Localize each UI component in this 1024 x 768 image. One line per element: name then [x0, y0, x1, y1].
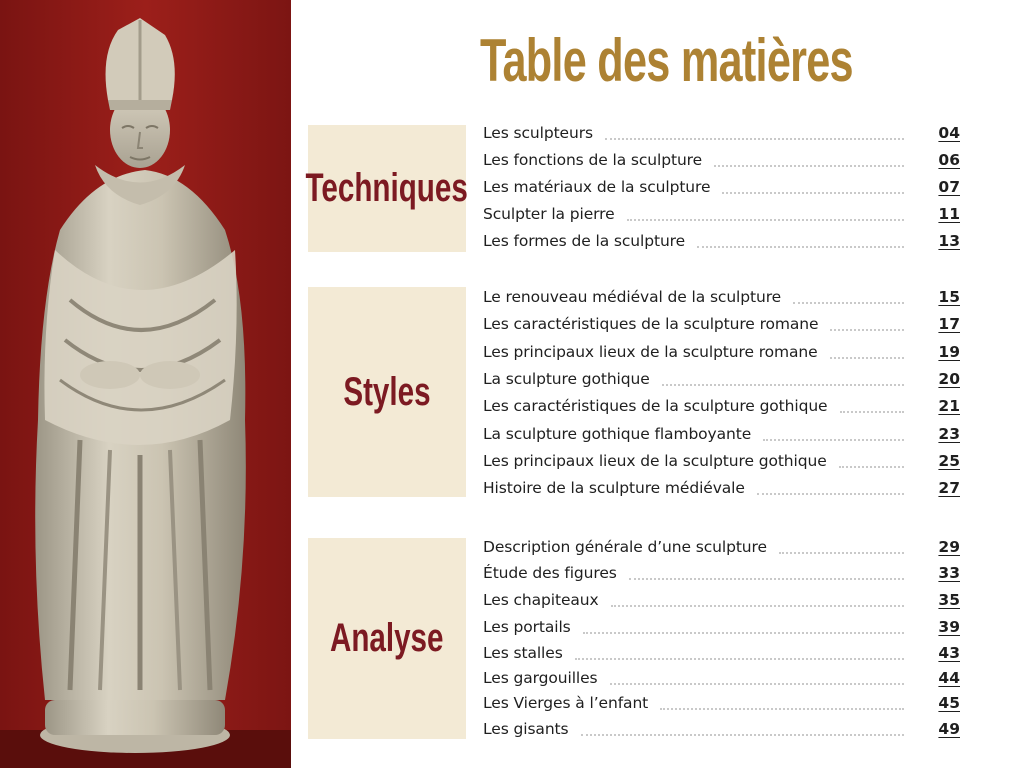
- dot-leader: [662, 384, 904, 386]
- toc-entry-label: Étude des figures: [483, 564, 617, 582]
- toc-entry[interactable]: [483, 667, 960, 689]
- dot-leader: [583, 632, 904, 634]
- toc-entry-label: Les gargouilles: [483, 669, 598, 687]
- toc-entry[interactable]: [483, 149, 960, 171]
- section-styles-title: Styles: [343, 369, 431, 414]
- toc-entry[interactable]: [483, 562, 960, 584]
- toc-entry-label: Histoire de la sculpture médiévale: [483, 479, 745, 497]
- toc-page-link[interactable]: 45: [938, 694, 960, 712]
- toc-entry[interactable]: [483, 313, 960, 335]
- toc-entry-label: Description générale d’une sculpture: [483, 538, 767, 556]
- dot-leader: [629, 578, 904, 580]
- toc-entry[interactable]: [483, 341, 960, 363]
- toc-page-link[interactable]: 39: [938, 618, 960, 636]
- toc-page-link[interactable]: 27: [938, 479, 960, 497]
- toc-page-link[interactable]: 23: [938, 425, 960, 443]
- dot-leader: [610, 683, 904, 685]
- toc-entry-label: Les fonctions de la sculpture: [483, 151, 703, 169]
- toc-entry-label: Les portails: [483, 618, 571, 636]
- toc-entry[interactable]: [483, 122, 960, 144]
- toc-page-link[interactable]: 15: [938, 288, 960, 306]
- toc-page-link[interactable]: 33: [938, 564, 960, 582]
- dot-leader: [840, 411, 905, 413]
- dot-leader: [763, 439, 904, 441]
- toc-page-link[interactable]: 35: [938, 591, 960, 609]
- toc-entry-label: La sculpture gothique: [483, 370, 650, 388]
- toc-page-link[interactable]: 06: [938, 151, 960, 169]
- section-analyse: [308, 538, 466, 739]
- toc-entry[interactable]: [483, 395, 960, 417]
- dot-leader: [605, 138, 904, 140]
- dot-leader: [779, 552, 904, 554]
- dot-leader: [722, 192, 904, 194]
- section-techniques-title: Techniques: [305, 166, 469, 210]
- dot-leader: [830, 357, 904, 359]
- dot-leader: [697, 246, 904, 248]
- toc-entry-label: Les caractéristiques de la sculpture gothique: [483, 397, 828, 415]
- toc-page-link[interactable]: 25: [938, 452, 960, 470]
- toc-entry[interactable]: [483, 368, 960, 390]
- toc-entry[interactable]: [483, 176, 960, 198]
- statue-photo: [0, 0, 291, 768]
- toc-entry[interactable]: [483, 450, 960, 472]
- toc-entry[interactable]: [483, 536, 960, 558]
- toc-entry-label: Les caractéristiques de la sculpture romane: [483, 315, 819, 333]
- toc-entry-label: La sculpture gothique flamboyante: [483, 425, 752, 443]
- section-analyse-title: Analyse: [330, 616, 444, 660]
- dot-leader: [830, 329, 904, 331]
- toc-entry[interactable]: [483, 718, 960, 740]
- toc-entry-label: Les sculpteurs: [483, 124, 593, 142]
- toc-page-link[interactable]: 44: [938, 669, 960, 687]
- toc-entry-label: Les stalles: [483, 644, 563, 662]
- toc-entry-label: Les gisants: [483, 720, 569, 738]
- toc-page-link[interactable]: 17: [938, 315, 960, 333]
- toc-entry[interactable]: [483, 230, 960, 252]
- dot-leader: [575, 658, 904, 660]
- toc-page-link[interactable]: 04: [938, 124, 960, 142]
- dot-leader: [611, 605, 904, 607]
- toc-entry[interactable]: [483, 642, 960, 664]
- dot-leader: [627, 219, 904, 221]
- toc-page-link[interactable]: 19: [938, 343, 960, 361]
- dot-leader: [757, 493, 904, 495]
- toc-page-link[interactable]: 11: [938, 205, 960, 223]
- toc-entry[interactable]: [483, 616, 960, 638]
- toc-page-link[interactable]: 13: [938, 232, 960, 250]
- dot-leader: [793, 302, 904, 304]
- toc-entry-label: Sculpter la pierre: [483, 205, 615, 223]
- toc-page-link[interactable]: 49: [938, 720, 960, 738]
- section-techniques: [305, 125, 469, 252]
- toc-entry-label: Les Vierges à l’enfant: [483, 694, 649, 712]
- toc-entry-label: Les chapiteaux: [483, 591, 599, 609]
- toc-page-link[interactable]: 07: [938, 178, 960, 196]
- toc-page-link[interactable]: 20: [938, 370, 960, 388]
- toc-entry[interactable]: [483, 203, 960, 225]
- toc-entry-label: Les formes de la sculpture: [483, 232, 686, 250]
- dot-leader: [714, 165, 904, 167]
- toc-page-link[interactable]: 29: [938, 538, 960, 556]
- toc-entry[interactable]: [483, 477, 960, 499]
- toc-entry[interactable]: [483, 423, 960, 445]
- toc-entry[interactable]: [483, 692, 960, 714]
- toc-page-link[interactable]: 21: [938, 397, 960, 415]
- dot-leader: [581, 734, 905, 736]
- page-title: Table des matières: [480, 27, 853, 94]
- dot-leader: [839, 466, 904, 468]
- toc-entry-label: Les principaux lieux de la sculpture gothique: [483, 452, 827, 470]
- toc-entry-label: Les matériaux de la sculpture: [483, 178, 711, 196]
- section-styles: [308, 287, 466, 497]
- dot-leader: [660, 708, 904, 710]
- toc-entry[interactable]: [483, 286, 960, 308]
- toc-entry-label: Les principaux lieux de la sculpture romane: [483, 343, 818, 361]
- toc-page-link[interactable]: 43: [938, 644, 960, 662]
- toc-entry[interactable]: [483, 589, 960, 611]
- toc-entry-label: Le renouveau médiéval de la sculpture: [483, 288, 782, 306]
